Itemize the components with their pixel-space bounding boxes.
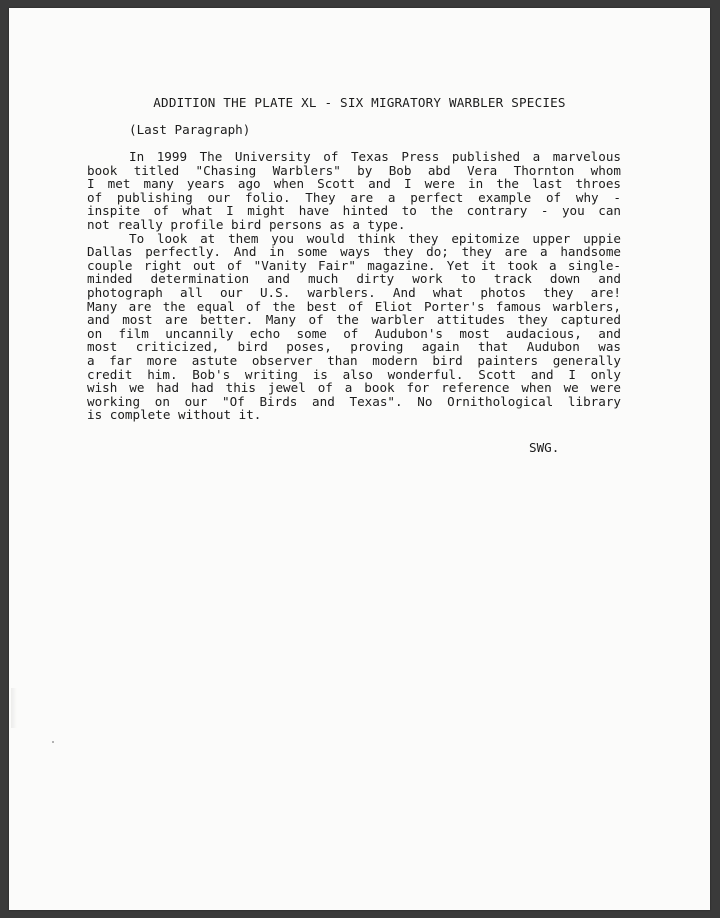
document-subheading: (Last Paragraph) bbox=[129, 122, 251, 137]
text-line: on film uncannily echo some of Audubon's most audacious, and bbox=[87, 325, 621, 341]
paper-speck bbox=[52, 741, 54, 743]
text-line: couple right out of "Vanity Fair" magazine. Yet it took a single- bbox=[87, 257, 621, 273]
text-line: I met many years ago when Scott and I were in the last throes bbox=[87, 176, 621, 192]
signature-initials: SWG. bbox=[529, 440, 560, 455]
text-line: Many are the equal of the best of Eliot Porter's famous warblers, bbox=[87, 298, 621, 314]
text-line: photograph all our U.S. warblers. And what photos they are! bbox=[87, 284, 621, 300]
text-line: book titled "Chasing Warblers" by Bob abd Vera Thornton whom bbox=[87, 162, 621, 178]
paragraph-1 bbox=[87, 150, 621, 232]
text-line: Dallas perfectly. And in some ways they do; they are a handsome bbox=[87, 244, 621, 260]
text-line: a far more astute observer than modern bird painters generally bbox=[87, 352, 621, 368]
text-line: working on our "Of Birds and Texas". No Ornithological library bbox=[87, 393, 621, 409]
text-line: wish we had had this jewel of a book for reference when we were bbox=[87, 380, 621, 396]
text-line: most criticized, bird poses, proving again that Audubon was bbox=[87, 339, 621, 355]
paragraph-2 bbox=[87, 232, 621, 422]
text-line: is complete without it. bbox=[87, 407, 262, 423]
text-line: credit him. Bob's writing is also wonderful. Scott and I only bbox=[87, 366, 621, 382]
document-heading: ADDITION THE PLATE XL - SIX MIGRATORY WARBLER SPECIES bbox=[153, 95, 566, 110]
text-line: In 1999 The University of Texas Press published a marvelous bbox=[129, 149, 621, 164]
page-crease bbox=[11, 688, 17, 728]
text-line: inspite of what I might have hinted to the contrary - you can bbox=[87, 203, 621, 219]
document-page bbox=[9, 8, 710, 910]
text-line: not really profile bird persons as a type. bbox=[87, 216, 406, 232]
text-line: and most are better. Many of the warbler attitudes they captured bbox=[87, 312, 621, 328]
text-line: minded determination and much dirty work to track down and bbox=[87, 271, 621, 287]
text-line: of publishing our folio. They are a perfect example of why - bbox=[87, 189, 621, 205]
document-body bbox=[87, 150, 621, 422]
text-line: To look at them you would think they epitomize upper uppie bbox=[129, 230, 621, 246]
